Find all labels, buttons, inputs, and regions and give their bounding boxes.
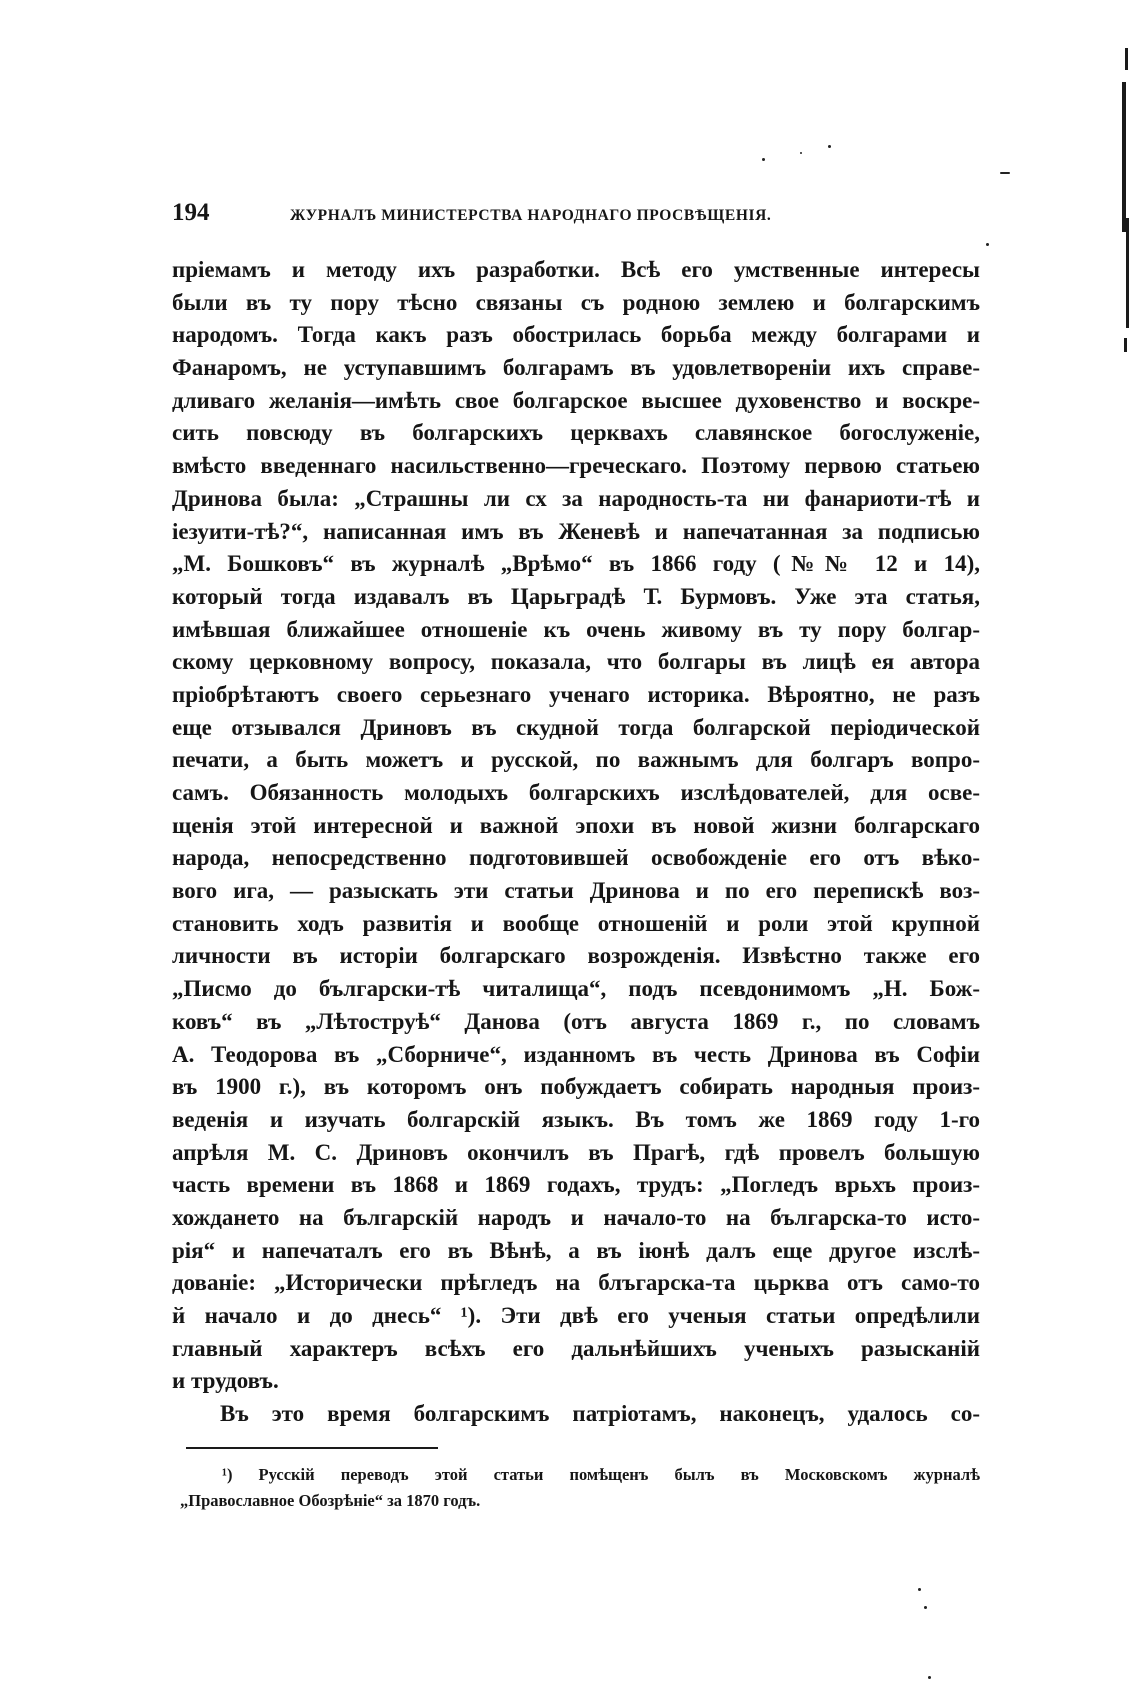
scan-edge-mark <box>1126 218 1129 328</box>
footnote-line: „Православное Обозрѣніе“ за 1870 годъ. <box>180 1491 481 1510</box>
running-title: ЖУРНАЛЪ МИНИСТЕРСТВА НАРОДНАГО ПРОСВѢЩЕНІЯ. <box>290 207 772 224</box>
footnote-line: ¹) Русскій переводъ этой статьи помѣщенъ былъ въ Московскомъ журналѣ <box>222 1465 980 1484</box>
text-line: народа, непосредственно подготовившей освобожденіе его отъ вѣко- <box>172 845 980 871</box>
footnote <box>180 1462 980 1514</box>
text-line: самъ. Обязанность молодыхъ болгарскихъ изслѣдователей, для осве- <box>172 780 980 805</box>
scan-edge-mark <box>1124 338 1127 352</box>
footnote-rule <box>186 1447 438 1449</box>
text-line: рія“ и напечаталъ его въ Вѣнѣ, а въ іюнѣ далъ еще другое изслѣ- <box>172 1237 980 1263</box>
scan-speck <box>800 152 802 154</box>
text-line: вмѣсто введеннаго насильственно—греческаго. Поэтому первою статьею <box>172 453 980 479</box>
text-line: дованіе: „Исторически прѣгледъ на блъгарска-та цьрква отъ само-то <box>172 1270 980 1296</box>
text-line: вого ига, — разыскать эти статьи Дринова и по его перепискѣ воз- <box>172 878 980 904</box>
text-line: еще отзывался Дриновъ въ скудной тогда болгарской періодической <box>172 714 980 740</box>
paragraph-start: Въ это время болгарскимъ патріотамъ, наконецъ, удалось со- <box>220 1401 980 1427</box>
scan-speck <box>924 1606 927 1609</box>
text-line: личности въ исторіи болгарскаго возрожденія. Извѣстно также его <box>172 943 980 969</box>
text-line: iезуити-тѣ?“, написанная имъ въ Женевѣ и напечатанная за подписью <box>172 518 980 544</box>
text-line: Фанаромъ, не уступавшимъ болгарамъ въ удовлетвореніи ихъ справе- <box>172 355 980 381</box>
scan-edge-mark <box>1122 82 1126 232</box>
scan-speck <box>762 158 765 161</box>
text-line: печати, а быть можетъ и русской, по важнымъ для болгаръ вопро- <box>172 747 980 773</box>
scan-speck <box>828 145 831 148</box>
text-line: „Писмо до български-тѣ читалища“, подъ псевдонимомъ „Н. Бож- <box>172 976 980 1002</box>
text-line: часть времени въ 1868 и 1869 годахъ, трудъ: „Погледъ врьхъ произ- <box>172 1172 980 1198</box>
text-line: щенія этой интересной и важной эпохи въ новой жизни болгарскаго <box>172 812 980 838</box>
text-line: главный характеръ всѣхъ его дальнѣйшихъ ученыхъ разысканій <box>172 1335 980 1361</box>
text-line: А. Теодорова въ „Сборниче“, изданномъ въ честь Дринова въ Софіи <box>172 1041 980 1067</box>
text-line: скому церковному вопросу, показала, что болгары въ лицѣ ея автора <box>172 649 980 675</box>
text-line: апрѣля М. С. Дриновъ окончилъ въ Прагѣ, гдѣ провелъ большую <box>172 1139 980 1165</box>
text-line: „М. Бошковъ“ въ журналѣ „Врѣмо“ въ 1866 году (№№ 12 и 14), <box>172 551 980 577</box>
text-line: пріемамъ и методу ихъ разработки. Всѣ его умственные интересы <box>172 257 980 282</box>
text-line: имѣвшая ближайшее отношеніе къ очень живому въ ту пору болгар- <box>172 616 980 642</box>
text-line: сить повсюду въ болгарскихъ церквахъ славянское богослуженіе, <box>172 420 980 446</box>
text-line: дливаго желанія—имѣть свое болгарское высшее духовенство и воскре- <box>172 387 980 413</box>
text-line: хождането на българскiй народъ и начало-то на българска-то исто- <box>172 1204 980 1230</box>
text-line: веденія и изучать болгарскій языкъ. Въ томъ же 1869 году 1-го <box>172 1106 980 1132</box>
scan-speck <box>918 1588 921 1591</box>
text-line: который тогда издавалъ въ Царьградѣ Т. Бурмовъ. Уже эта статья, <box>172 583 980 609</box>
scan-edge-mark <box>1125 48 1128 70</box>
page-number: 194 <box>172 199 210 226</box>
text-line: были въ ту пору тѣсно связаны съ родною землею и болгарскимъ <box>172 289 980 315</box>
text-line: и трудовъ. <box>172 1368 279 1394</box>
text-line: пріобрѣтаютъ своего серьезнаго ученаго историка. Вѣроятно, не разъ <box>172 681 980 707</box>
text-line: въ 1900 г.), въ которомъ онъ побуждаетъ собирать народныя произ- <box>172 1074 980 1100</box>
text-line: Дринова была: „Страшны ли сх за народность-та ни фанариоти-тѣ и <box>172 485 980 511</box>
text-line: народомъ. Тогда какъ разъ обострилась борьба между болгарами и <box>172 322 980 348</box>
text-line: ковъ“ въ „Лѣтоструѣ“ Данова (отъ августа 1869 г., по словамъ <box>172 1008 980 1034</box>
scan-speck <box>986 243 989 246</box>
page-header <box>172 199 980 233</box>
text-line: й начало и до днесь“ ¹). Эти двѣ его ученыя статьи опредѣлили <box>172 1303 980 1328</box>
body-text <box>172 254 980 1431</box>
text-line: становить ходъ развитія и вообще отношеній и роли этой крупной <box>172 910 980 936</box>
scan-speck <box>928 1676 931 1679</box>
scan-speck <box>1000 172 1010 174</box>
